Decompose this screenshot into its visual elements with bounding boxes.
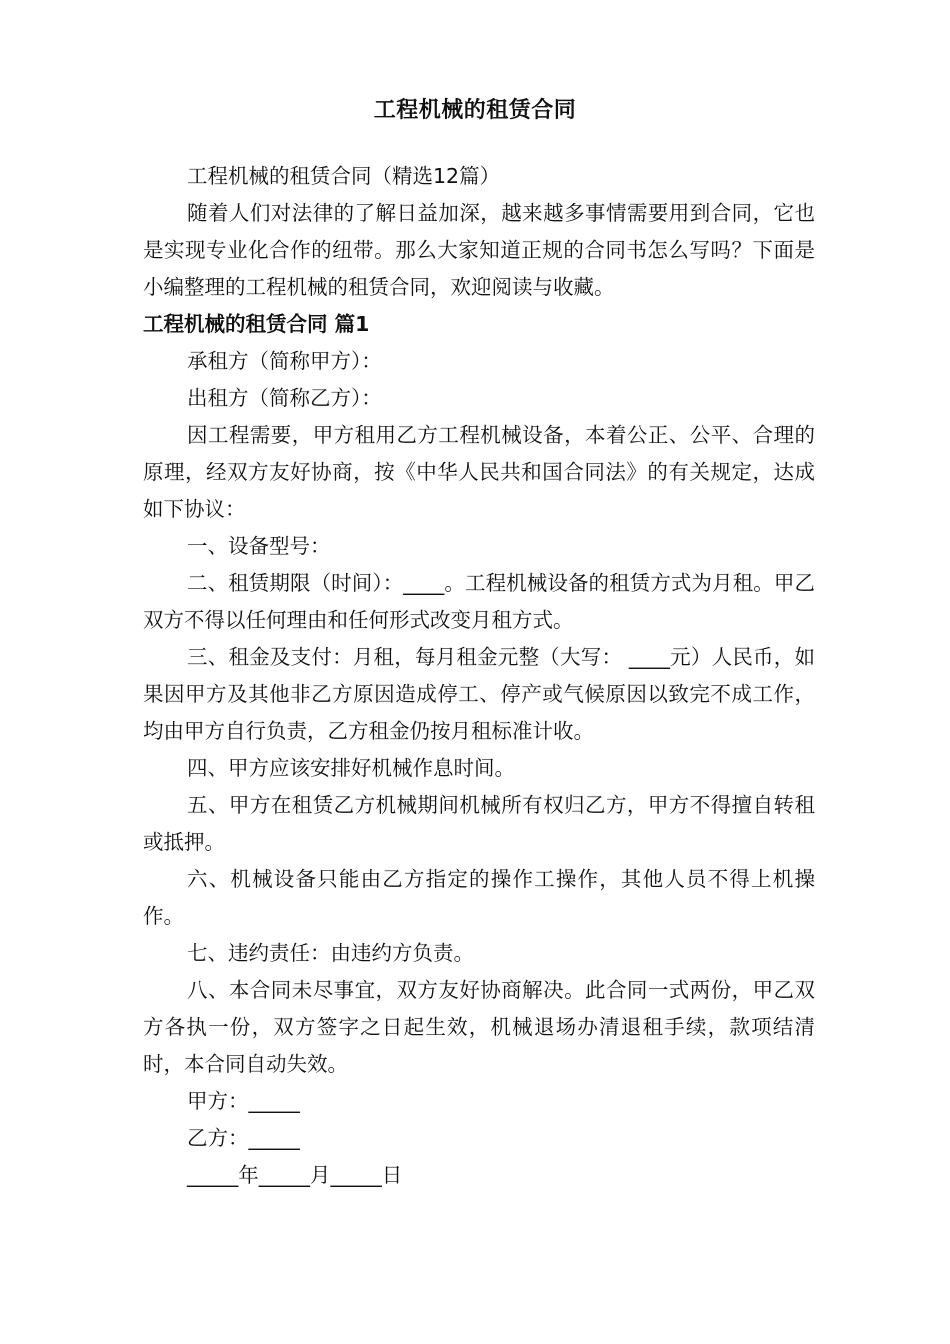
paragraph-preamble: 因工程需要，甲方租用乙方工程机械设备，本着公正、公平、合理的原理，经双方友好协商，按《中华人民共和国合同法》的有关规定，达成如下协议： <box>143 423 815 521</box>
clause-5: 五、甲方在租赁乙方机械期间机械所有权归乙方，甲方不得擅自转租或抵押。 <box>143 793 815 854</box>
paragraph-lessee: 承租方（简称甲方）： <box>187 349 382 373</box>
signature-party-b: 乙方：_____ <box>187 1126 300 1150</box>
clause-2: 二、租赁期限（时间）：____。工程机械设备的租赁方式为月租。甲乙双方不得以任何理由和任何形式改变月租方式。 <box>143 571 815 632</box>
signature-party-a: 甲方：_____ <box>187 1089 300 1113</box>
paragraph-lessor: 出租方（简称乙方）： <box>187 386 382 410</box>
clause-1: 一、设备型号： <box>187 534 331 558</box>
document-body <box>143 158 815 1194</box>
clause-3: 三、租金及支付：月租，每月租金元整（大写： ____元）人民币，如果因甲方及其他非乙方原因造成停工、停产或气候原因以致完不成工作，均由甲方自行负责，乙方租金仍按月租标准计收。 <box>143 645 815 743</box>
clause-8: 八、本合同未尽事宜，双方友好协商解决。此合同一式两份，甲乙双方各执一份，双方签字之日起生效，机械退场办清退租手续，款项结清时，本合同自动失效。 <box>143 978 815 1076</box>
signature-date: _____年_____月_____日 <box>187 1163 403 1187</box>
clause-4: 四、甲方应该安排好机械作息时间。 <box>187 756 515 780</box>
section-heading: 工程机械的租赁合同 篇1 <box>143 312 370 336</box>
document-title: 工程机械的租赁合同 <box>373 98 577 123</box>
paragraph-intro-title: 工程机械的租赁合同（精选12篇） <box>187 164 501 188</box>
clause-6: 六、机械设备只能由乙方指定的操作工操作，其他人员不得上机操作。 <box>143 867 815 928</box>
paragraph-intro: 随着人们对法律的了解日益加深，越来越多事情需要用到合同，它也是实现专业化合作的纽带。那么大家知道正规的合同书怎么写吗？下面是小编整理的工程机械的租赁合同，欢迎阅读与收藏。 <box>143 201 815 299</box>
clause-7: 七、违约责任：由违约方负责。 <box>187 941 474 965</box>
